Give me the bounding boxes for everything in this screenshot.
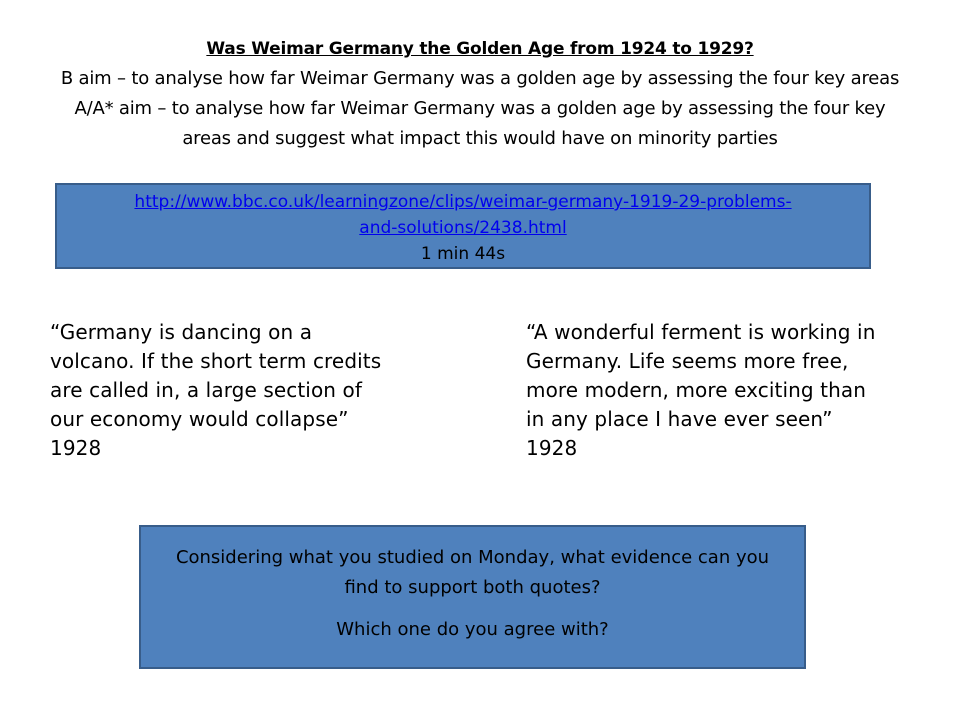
video-duration: 1 min 44s: [420, 244, 506, 264]
question-line-2: find to support both quotes?: [344, 577, 601, 598]
video-link-line-1: http://www.bbc.co.uk/learningzone/clips/weimar-germany-1919-29-problems-: [134, 192, 792, 212]
quote-right-year: 1928: [526, 436, 578, 460]
video-link[interactable]: [57, 189, 869, 241]
quote-left-year: 1928: [50, 436, 102, 460]
quote-right-text: “A wonderful ferment is working in Germany. Life seems more free, more modern, more exciting than in any place I have ever seen”: [526, 320, 876, 431]
video-link-box: [55, 183, 871, 269]
question-line-1: Considering what you studied on Monday, what evidence can you: [175, 547, 770, 568]
quote-left: [50, 318, 400, 463]
quote-right: [526, 318, 886, 463]
question-line-3: Which one do you agree with?: [336, 619, 609, 640]
b-aim-text: B aim – to analyse how far Weimar Germany was a golden age by assessing the four key areas: [60, 68, 900, 89]
slide-header: [0, 34, 960, 154]
question-spacer: [141, 603, 804, 615]
a-aim-text-line-1: A/A* aim – to analyse how far Weimar Germany was a golden age by assessing the four key: [74, 98, 886, 119]
a-aim-text-line-2: areas and suggest what impact this would have on minority parties: [182, 128, 778, 149]
slide-title: Was Weimar Germany the Golden Age from 1924 to 1929?: [206, 39, 754, 59]
video-link-line-2: and-solutions/2438.html: [359, 218, 567, 238]
quote-left-text: “Germany is dancing on a volcano. If the short term credits are called in, a large section of our economy would collapse”: [50, 320, 382, 431]
question-box: [139, 525, 806, 669]
